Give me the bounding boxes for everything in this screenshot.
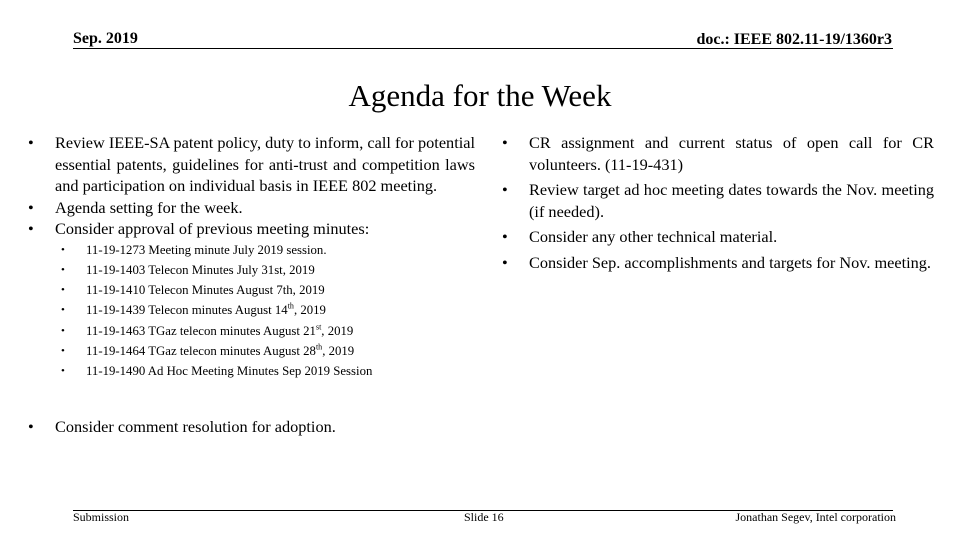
minutes-year: , 2019 bbox=[322, 343, 355, 358]
footer-submission: Submission bbox=[73, 510, 130, 524]
minutes-item bbox=[55, 321, 475, 341]
minutes-item bbox=[55, 361, 475, 381]
bullet-icon: • bbox=[28, 219, 34, 238]
minutes-list bbox=[55, 240, 475, 382]
minutes-year: , 2019 bbox=[321, 323, 354, 338]
minutes-item bbox=[55, 280, 475, 300]
minutes-item bbox=[55, 240, 475, 260]
bullet-icon: • bbox=[61, 324, 65, 337]
agenda-item-text: Review target ad hoc meeting dates towards the Nov. meeting (if needed). bbox=[529, 180, 934, 221]
header-divider bbox=[73, 48, 893, 49]
bullet-icon: • bbox=[502, 133, 508, 152]
ordinal-suffix: th bbox=[315, 342, 323, 352]
bullet-icon: • bbox=[61, 304, 65, 317]
bullet-icon: • bbox=[28, 133, 34, 152]
right-column bbox=[502, 132, 934, 273]
minutes-item bbox=[55, 260, 475, 280]
agenda-item bbox=[502, 226, 934, 248]
agenda-item bbox=[28, 197, 475, 219]
minutes-text: 11-19-1439 Telecon minutes August 14 bbox=[86, 303, 288, 318]
minutes-item bbox=[55, 341, 475, 361]
footer-slide-number: Slide 16 bbox=[464, 510, 504, 524]
bullet-icon: • bbox=[28, 417, 34, 436]
bullet-icon: • bbox=[61, 344, 65, 357]
agenda-item bbox=[28, 132, 475, 197]
agenda-item-text: Consider approval of previous meeting minutes: bbox=[55, 219, 370, 238]
bullet-icon: • bbox=[502, 252, 508, 272]
bullet-icon: • bbox=[61, 243, 65, 256]
agenda-item-text: Consider any other technical material. bbox=[529, 227, 778, 246]
bullet-icon: • bbox=[502, 227, 508, 246]
minutes-year: , 2019 bbox=[293, 303, 326, 318]
agenda-item bbox=[28, 218, 475, 382]
footer-author: Jonathan Segev, Intel corporation bbox=[735, 510, 896, 524]
slide-title: Agenda for the Week bbox=[348, 78, 612, 113]
agenda-item-text: Agenda setting for the week. bbox=[55, 197, 243, 217]
agenda-item bbox=[502, 132, 934, 175]
minutes-text: 11-19-1410 Telecon Minutes August 7th, 2019 bbox=[86, 283, 325, 298]
agenda-item-text: Review IEEE-SA patent policy, duty to inform, call for potential essential patents, guidelines for anti-trust and competition laws and participation on individual basis in IEEE 802 meeting. bbox=[55, 133, 475, 195]
bullet-icon: • bbox=[502, 180, 508, 199]
agenda-item-text: CR assignment and current status of open call for CR volunteers. (11-19-431) bbox=[529, 133, 934, 174]
minutes-text: 11-19-1464 TGaz telecon minutes August 28 bbox=[86, 343, 316, 358]
agenda-item bbox=[502, 252, 934, 274]
agenda-item-text: Consider Sep. accomplishments and targets for Nov. meeting. bbox=[529, 252, 931, 272]
minutes-text: 11-19-1463 TGaz telecon minutes August 21 bbox=[86, 323, 316, 338]
bullet-icon: • bbox=[28, 197, 34, 217]
agenda-item-last bbox=[28, 416, 475, 438]
ordinal-suffix: st bbox=[315, 322, 322, 332]
header-doc-id: doc.: IEEE 802.11-19/1360r3 bbox=[696, 31, 892, 48]
bullet-icon: • bbox=[61, 263, 65, 276]
bullet-icon: • bbox=[61, 284, 65, 297]
header-date: Sep. 2019 bbox=[73, 30, 138, 47]
agenda-item-text: Consider comment resolution for adoption. bbox=[55, 417, 336, 436]
bullet-icon: • bbox=[61, 365, 65, 378]
minutes-item bbox=[55, 300, 475, 320]
agenda-item bbox=[502, 179, 934, 222]
minutes-text: 11-19-1403 Telecon Minutes July 31st, 2019 bbox=[86, 262, 315, 277]
left-column bbox=[28, 132, 475, 382]
minutes-text: 11-19-1490 Ad Hoc Meeting Minutes Sep 2019 Session bbox=[86, 364, 373, 379]
minutes-text: 11-19-1273 Meeting minute July 2019 session. bbox=[86, 242, 327, 257]
ordinal-suffix: th bbox=[287, 302, 294, 312]
